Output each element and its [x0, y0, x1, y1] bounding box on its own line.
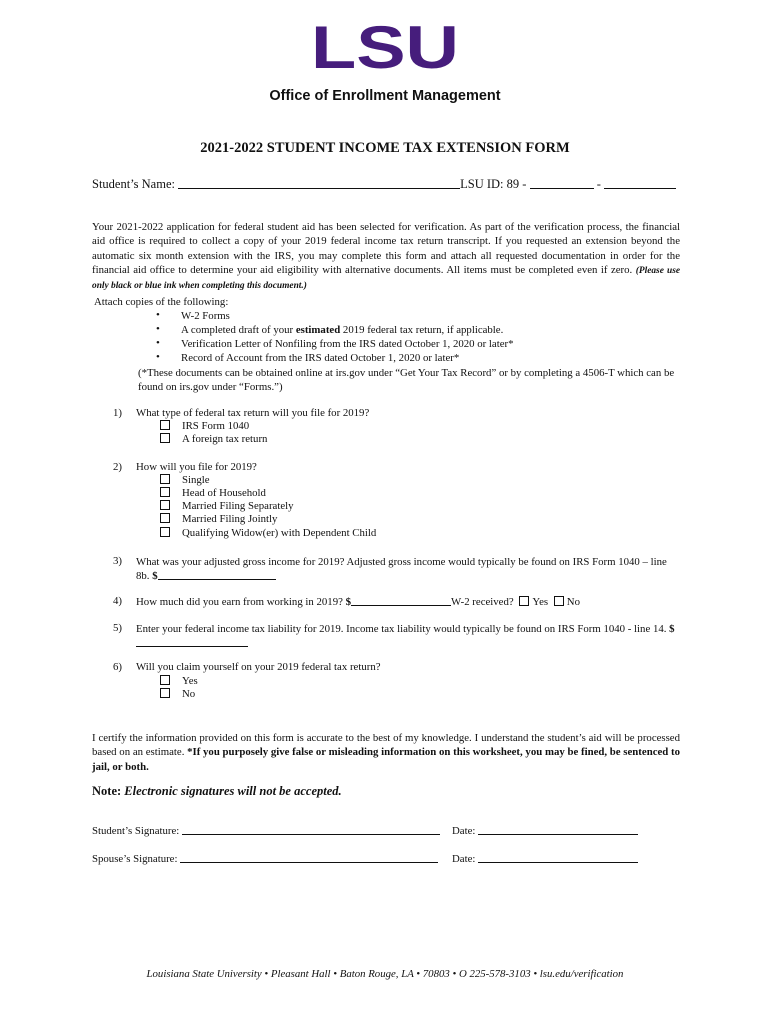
spouse-signature-row: Spouse’s Signature:: [92, 852, 438, 865]
checkbox[interactable]: [160, 675, 170, 685]
office-title: Office of Enrollment Management: [269, 88, 501, 104]
w2-yes-checkbox[interactable]: [519, 596, 529, 606]
signature-note: Note: Electronic signatures will not be accepted.: [92, 784, 342, 798]
q2-option[interactable]: Married Filing Separately: [160, 500, 294, 512]
checkbox[interactable]: [160, 474, 170, 484]
list-item-text: Verification Letter of Nonfiling from the IRS dated October 1, 2020 or later*: [181, 338, 514, 350]
bullet-icon: •: [156, 309, 160, 321]
student-name-label: Student’s Name:: [92, 177, 175, 191]
checkbox[interactable]: [160, 420, 170, 430]
list-item-text: Record of Account from the IRS dated October 1, 2020 or later*: [181, 352, 460, 364]
q6-option[interactable]: Yes: [160, 675, 198, 687]
spouse-date-field[interactable]: [478, 852, 638, 863]
list-item-text: W-2 Forms: [181, 310, 230, 322]
list-item-text: A completed draft of your estimated 2019 federal tax return, if applicable.: [181, 324, 504, 336]
student-date-row: Date:: [452, 824, 638, 837]
q4-row: How much did you earn from working in 2019? $ W-2 received? Yes No: [136, 596, 580, 608]
q3-text: What was your adjusted gross income for 2019? Adjusted gross income would typically be found on IRS Form 1040 – line 8b. $: [136, 556, 667, 582]
q1-option[interactable]: A foreign tax return: [160, 433, 267, 445]
intro-paragraph: [92, 220, 680, 293]
earnings-field[interactable]: [351, 595, 451, 606]
bullet-icon: •: [156, 337, 160, 349]
agi-field[interactable]: [158, 569, 276, 580]
logo-text: LSU: [311, 22, 459, 70]
attach-footnote: (*These documents can be obtained online at irs.gov under “Get Your Tax Record” or by completing a 4506-T which can be found on irs.gov under “Forms.”): [138, 367, 675, 393]
lsu-id-separator: -: [596, 177, 601, 191]
checkbox[interactable]: [160, 688, 170, 698]
q1-option[interactable]: IRS Form 1040: [160, 420, 249, 432]
checkbox[interactable]: [160, 487, 170, 497]
attach-heading: Attach copies of the following:: [94, 296, 229, 308]
q2-option[interactable]: Single: [160, 474, 210, 486]
lsu-id-field-2[interactable]: [604, 178, 676, 189]
q1-number: 1): [113, 407, 122, 419]
footer-address: Louisiana State University • Pleasant Hall • Baton Rouge, LA • 70803 • O 225-578-3103 • lsu.edu/verification: [146, 968, 624, 980]
spouse-signature-field[interactable]: [180, 852, 438, 863]
q2-number: 2): [113, 461, 122, 473]
q2-option[interactable]: Married Filing Jointly: [160, 513, 277, 525]
checkbox[interactable]: [160, 513, 170, 523]
form-title: 2021-2022 STUDENT INCOME TAX EXTENSION FORM: [200, 140, 570, 156]
q4-number: 4): [113, 595, 122, 607]
checkbox[interactable]: [160, 500, 170, 510]
bullet-icon: •: [156, 323, 160, 335]
q2-text: How will you file for 2019?: [136, 461, 257, 473]
q6-number: 6): [113, 661, 122, 673]
spouse-date-row: Date:: [452, 852, 638, 865]
q2-option[interactable]: Qualifying Widow(er) with Dependent Child: [160, 527, 376, 539]
checkbox[interactable]: [160, 433, 170, 443]
tax-liability-field[interactable]: [136, 636, 248, 647]
student-signature-field[interactable]: [182, 824, 440, 835]
q1-text: What type of federal tax return will you file for 2019?: [136, 407, 370, 419]
student-name-row: [92, 177, 676, 192]
student-date-field[interactable]: [478, 824, 638, 835]
checkbox[interactable]: [160, 527, 170, 537]
student-name-field[interactable]: [178, 178, 460, 189]
lsu-id-field-1[interactable]: [530, 178, 594, 189]
intro-text: Your 2021-2022 application for federal student aid has been selected for verification. As part of the verification process, the financial aid office is required to collect a copy of your 2019 federal income tax return transcript. If you requested an extension beyond the automatic six month extension with the IRS, you may complete this form and attach all requested documentation in order for the financial aid office to determine your aid eligibility with alternative documents. All items must be completed even if zero.: [92, 221, 680, 276]
lsu-logo: [310, 22, 460, 70]
q5-number: 5): [113, 622, 122, 634]
w2-no-checkbox[interactable]: [554, 596, 564, 606]
q5-text: Enter your federal income tax liability for 2019. Income tax liability would typically be found on IRS Form 1040 - line 14. $: [136, 622, 680, 650]
q6-option[interactable]: No: [160, 688, 195, 700]
lsu-id-label: LSU ID: 89 -: [460, 177, 527, 191]
certification-paragraph: I certify the information provided on this form is accurate to the best of my knowledge. I understand the student’s aid will be processed based on an estimate. *If you purposely give false or misleading information on this worksheet, you may be fined, be sentenced to jail, or both.: [92, 732, 680, 773]
ink-note: (Please use only black or blue ink when completing this document.): [92, 265, 681, 292]
bullet-icon: •: [156, 351, 160, 363]
false-info-warning: *If you purposely give false or misleading information on this worksheet, you may be fined, be sentenced to jail, or both.: [92, 746, 680, 773]
q2-option[interactable]: Head of Household: [160, 487, 266, 499]
q3-number: 3): [113, 555, 122, 567]
student-signature-row: Student’s Signature:: [92, 824, 440, 837]
q6-text: Will you claim yourself on your 2019 federal tax return?: [136, 661, 381, 673]
